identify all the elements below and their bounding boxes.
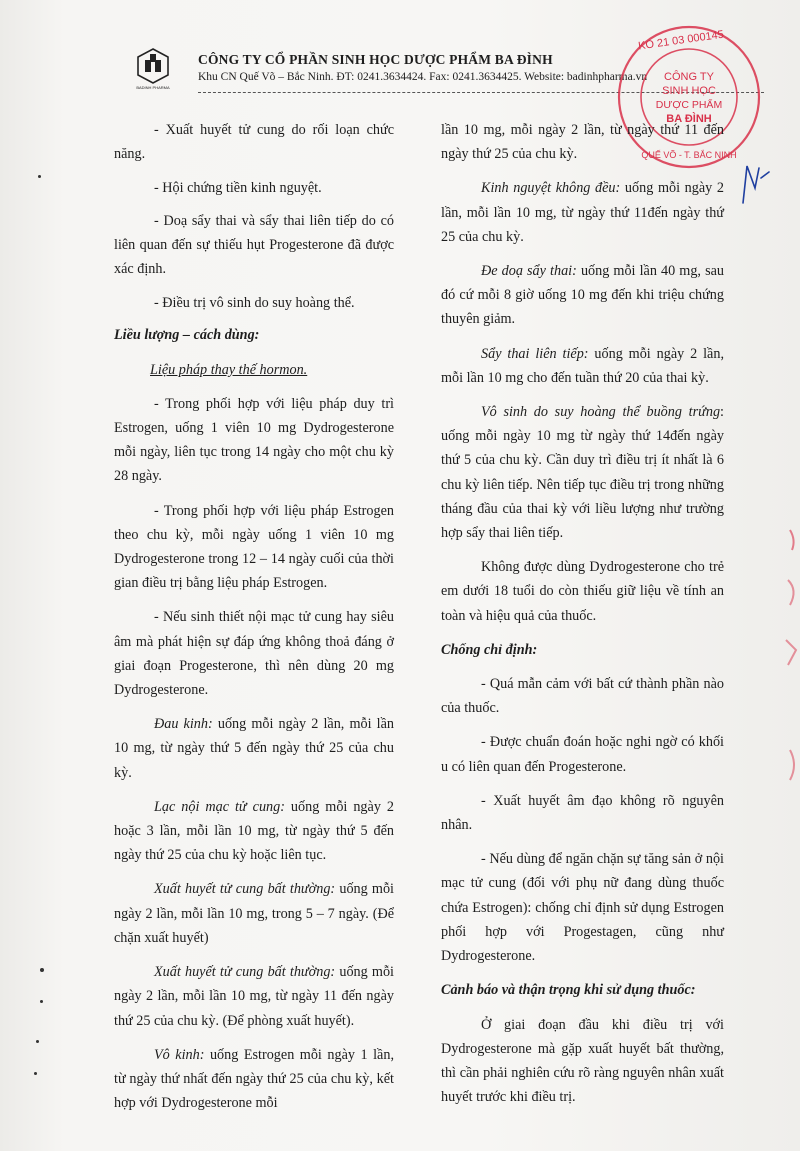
handwritten-signature bbox=[733, 158, 773, 208]
svg-text:BA ĐÌNH: BA ĐÌNH bbox=[666, 113, 712, 125]
dosage-paragraph: Lạc nội mạc tử cung: uống mỗi ngày 2 hoặc 3 lần, mỗi lần 10 mg, từ ngày thứ 5 đến ngày thứ 25 của chu kỳ hoặc liên tục. bbox=[114, 798, 394, 864]
dosage-paragraph: - Trong phối hợp với liệu pháp Estrogen theo chu kỳ, mỗi ngày uống 1 viên 10 mg Dydrogesterone trong 12 – 14 ngày cuối của thời gian điều trị bằng liệu pháp Estrogen. bbox=[114, 502, 394, 592]
dosage-paragraph: - Nếu sinh thiết nội mạc tử cung hay siêu âm mà phát hiện sự đáp ứng không thoả đáng ở giai đoạn Progesterone, thì nên dùng 20 mg Dydrogesterone. bbox=[114, 609, 394, 699]
contraindication-item: - Quá mẫn cảm với bất cứ thành phần nào của thuốc. bbox=[441, 676, 724, 717]
speck bbox=[38, 175, 41, 178]
subheading-hrt: Liệu pháp thay thế hormon. bbox=[150, 361, 308, 378]
svg-text:KO 21 03 000145: KO 21 03 000145 bbox=[637, 28, 725, 53]
indication-item: - Doạ sẩy thai và sẩy thai liên tiếp do có liên quan đến sự thiếu hụt Progesterone đã được xác định. bbox=[114, 212, 394, 278]
section-heading-warnings: Cảnh báo và thận trọng khi sử dụng thuốc: bbox=[441, 982, 696, 999]
contraindication-item: - Xuất huyết âm đạo không rõ nguyên nhân. bbox=[441, 792, 724, 834]
dosage-paragraph: lần 10 mg, mỗi ngày 2 lần, từ ngày thứ 11 đến ngày thứ 25 của chu kỳ. bbox=[441, 122, 724, 163]
contraindication-item: - Được chuẩn đoán hoặc nghi ngờ có khối u có liên quan đến Progesterone. bbox=[441, 734, 724, 775]
pediatric-note: Không được dùng Dydrogesterone cho trẻ em dưới 18 tuổi do còn thiếu giữ liệu về tính an toàn và hiệu quả của thuốc. bbox=[441, 559, 724, 624]
svg-text:QUẾ VÕ - T. BẮC NINH: QUẾ VÕ - T. BẮC NINH bbox=[641, 150, 737, 160]
dosage-paragraph: Xuất huyết tử cung bất thường: uống mỗi ngày 2 lần, mỗi lần 10 mg, trong 5 – 7 ngày. (Để chặn xuất huyết) bbox=[114, 881, 394, 946]
speck bbox=[36, 1040, 39, 1043]
section-heading-contraindications: Chống chỉ định: bbox=[441, 641, 538, 658]
company-name: CÔNG TY CỔ PHẦN SINH HỌC DƯỢC PHẨM BA ĐÌNH bbox=[198, 52, 553, 67]
svg-text:CÔNG TY: CÔNG TY bbox=[664, 71, 714, 83]
edge-stamp-marks bbox=[750, 520, 800, 800]
indication-item: - Điều trị vô sinh do suy hoàng thể. bbox=[154, 295, 355, 312]
svg-text:SINH HỌC: SINH HỌC bbox=[662, 85, 716, 97]
section-heading-dosage: Liều lượng – cách dùng: bbox=[114, 327, 260, 344]
speck bbox=[34, 1072, 37, 1075]
company-logo bbox=[136, 48, 170, 90]
svg-text:DƯỢC PHẨM: DƯỢC PHẨM bbox=[655, 99, 723, 111]
warning-paragraph: Ở giai đoạn đầu khi điều trị với Dydrogesterone mà gặp xuất huyết bất thường, thì cần phải nghiên cứu rõ ràng nguyên nhân xuất huyết trước khi điều trị. bbox=[441, 1016, 724, 1106]
left-column bbox=[114, 118, 394, 1125]
dosage-paragraph: Vô sinh do suy hoàng thể buồng trứng: uống mỗi ngày 10 mg từ ngày thứ 14đến ngày thứ 5 của chu kỳ. Cần duy trì điều trị ít nhất là 6 chu kỳ liên tiếp. Nên tiếp tục điều trị trong những tháng đầu của thai kỳ với liều lượng như trường hợp sẩy thai liên tiếp. bbox=[441, 404, 724, 542]
speck bbox=[40, 1000, 43, 1003]
indication-item: - Xuất huyết tử cung do rối loạn chức năng. bbox=[114, 122, 394, 163]
dosage-paragraph: Sẩy thai liên tiếp: uống mỗi ngày 2 lần, mỗi lần 10 mg cho đến tuần thứ 20 của thai kỳ. bbox=[441, 345, 724, 386]
dosage-paragraph: Xuất huyết tử cung bất thường: uống mỗi ngày 2 lần, mỗi lần 10 mg, từ ngày 11 đến ngày thứ 25 của chu kỳ. (Để phòng xuất huyết). bbox=[114, 964, 394, 1029]
contraindication-item: - Nếu dùng để ngăn chặn sự tăng sản ở nội mạc tử cung (đối với phụ nữ đang dùng thuốc chứa Estrogen): chống chỉ định sử dụng Estrogen phối hợp với Progestagen, cũng như Dydrogesterone. bbox=[441, 851, 724, 965]
right-column bbox=[441, 118, 724, 1119]
dosage-paragraph: Kinh nguyệt không đều: uống mỗi ngày 2 lần, mỗi lần 10 mg, từ ngày thứ 11đến ngày thứ 25 của chu kỳ. bbox=[441, 180, 724, 245]
speck bbox=[40, 968, 44, 972]
dosage-paragraph: Đau kinh: uống mỗi ngày 2 lần, mỗi lần 10 mg, từ ngày thứ 5 đến ngày thứ 25 của chu kỳ. bbox=[114, 716, 394, 781]
dosage-paragraph: Vô kinh: uống Estrogen mỗi ngày 1 lần, từ ngày thứ nhất đến ngày thứ 25 của chu kỳ, kết hợp với Dydrogesterone mỗi bbox=[114, 1046, 394, 1112]
indication-item: - Hội chứng tiền kinh nguyệt. bbox=[154, 180, 322, 197]
dosage-paragraph: Đe doạ sẩy thai: uống mỗi lần 40 mg, sau đó cứ mỗi 8 giờ uống 10 mg đến khi triệu chứng thuyên giảm. bbox=[441, 263, 724, 328]
dosage-paragraph: - Trong phối hợp với liệu pháp duy trì Estrogen, uống 1 viên 10 mg Dydrogesterone mỗi ngày, liên tục trong 14 ngày cho một chu kỳ 28 ngày. bbox=[114, 395, 394, 485]
company-address: Khu CN Quế Võ – Bắc Ninh. ĐT: 0241.3634424. Fax: 0241.3634425. Website: badinhpharma.vn bbox=[198, 71, 648, 83]
logo-caption: BADINH PHARMA bbox=[136, 85, 170, 90]
